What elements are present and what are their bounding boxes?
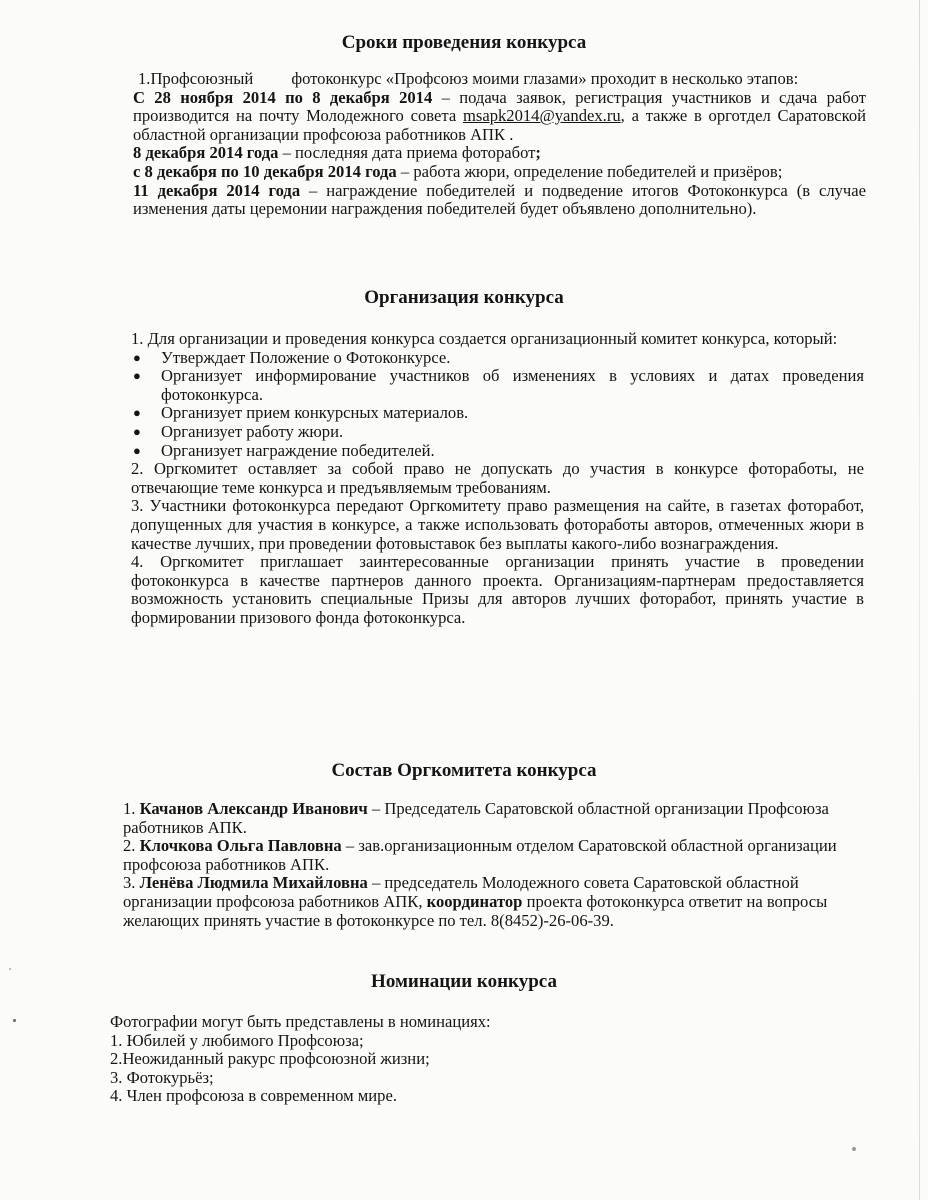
nomination-item: 1. Юбилей у любимого Профсоюза; (110, 1030, 364, 1050)
org-bullet: ● Организует информирование участников об изменениях в условиях и датах проведения фотоконкурса. (133, 366, 864, 404)
org-bullet: ● Организует работу жюри. (133, 421, 344, 441)
scan-edge-line (919, 0, 920, 1200)
org-paragraph-1: 1. Для организации и проведения конкурса создается организационный комитет конкурса, который: (131, 329, 838, 348)
section-terms-body (133, 70, 866, 219)
org-bullet: ● Организует прием конкурсных материалов. (133, 403, 469, 423)
org-bullet: ● Организует награждение победителей. (133, 440, 435, 460)
section-title-organization: Организация конкурса (364, 287, 564, 308)
section-organization-body (131, 330, 864, 628)
nominations-intro: Фотографии могут быть представлены в номинациях: (110, 1012, 491, 1031)
terms-stage-4: 11 декабря 2014 года – награждение победителей и подведение итогов Фотоконкурса (в случае изменения даты церемонии награждения победителей будет объявлено дополнительно). (133, 180, 867, 219)
section-title-committee: Состав Оргкомитета конкурса (331, 760, 597, 781)
scan-speck (13, 1019, 16, 1022)
terms-stage-3: с 8 декабря по 10 декабря 2014 года – работа жюри, определение победителей и призёров; (133, 161, 783, 181)
committee-member-3: 3. Ленёва Людмила Михайловна – председатель Молодежного совета Саратовской областной организации профсоюза работников АПК, координатор проекта фотоконкурса ответит на вопросы желающих принять участие в фотоконкурсе по тел. 8(8452)-26-06-39. (123, 873, 828, 930)
nomination-item: 2.Неожиданный ракурс профсоюзной жизни; (110, 1049, 430, 1069)
scan-speck (9, 968, 11, 970)
committee-member-2: 2. Клочкова Ольга Павловна – зав.организационным отделом Саратовской областной организации профсоюза работников АПК. (123, 836, 837, 874)
terms-stage-2: 8 декабря 2014 года – последняя дата приема фоторабот; (133, 143, 541, 163)
section-nominations-body (110, 1013, 843, 1106)
scan-speck (852, 1147, 856, 1151)
section-title-terms: Сроки проведения конкурса (341, 32, 587, 53)
email-link[interactable]: msapk2014@yandex.ru (462, 106, 621, 126)
committee-member-1: 1. Качанов Александр Иванович – Председатель Саратовской областной организации Профсоюза работников АПК. (123, 799, 829, 837)
org-paragraph-3: 3. Участники фотоконкурса передают Оргкомитету право размещения на сайте, в газетах фоторабот, допущенных для участия в конкурсе, а также использовать фотоработы авторов, отмеченных жюри в качестве лучших, при проведении фотовыставок без выплаты какого-либо вознаграждения. (131, 496, 864, 553)
nomination-item: 4. Член профсоюза в современном мире. (110, 1086, 397, 1106)
org-bullet: ● Утверждает Положение о Фотоконкурсе. (133, 347, 451, 367)
section-title-nominations: Номинации конкурса (371, 971, 557, 992)
terms-stage-1: С 28 ноября 2014 по 8 декабря 2014 – подача заявок, регистрация участников и сдача работ производится на почту Молодежного совета msapk2014@yandex.ru, а также в орготдел Саратовской областной организации профсоюза работников АПК . (133, 87, 866, 144)
terms-intro: 1.Профсоюзный фотоконкурс «Профсоюз моими глазами» проходит в несколько этапов: (138, 69, 799, 88)
org-paragraph-4: 4. Оргкомитет приглашает заинтересованные организации принять участие в проведении фотоконкурса в качестве партнеров данного проекта. Организациям-партнерам предоставляется возможность установить специальные Призы для авторов лучших фоторабот, принять участие в формировании призового фонда фотоконкурса. (131, 552, 864, 627)
section-committee-body (123, 800, 841, 930)
nomination-item: 3. Фотокурьёз; (110, 1067, 214, 1087)
org-paragraph-2: 2. Оргкомитет оставляет за собой право не допускать до участия в конкурсе фотоработы, не отвечающие теме конкурса и предъявляемым требованиям. (131, 459, 864, 497)
